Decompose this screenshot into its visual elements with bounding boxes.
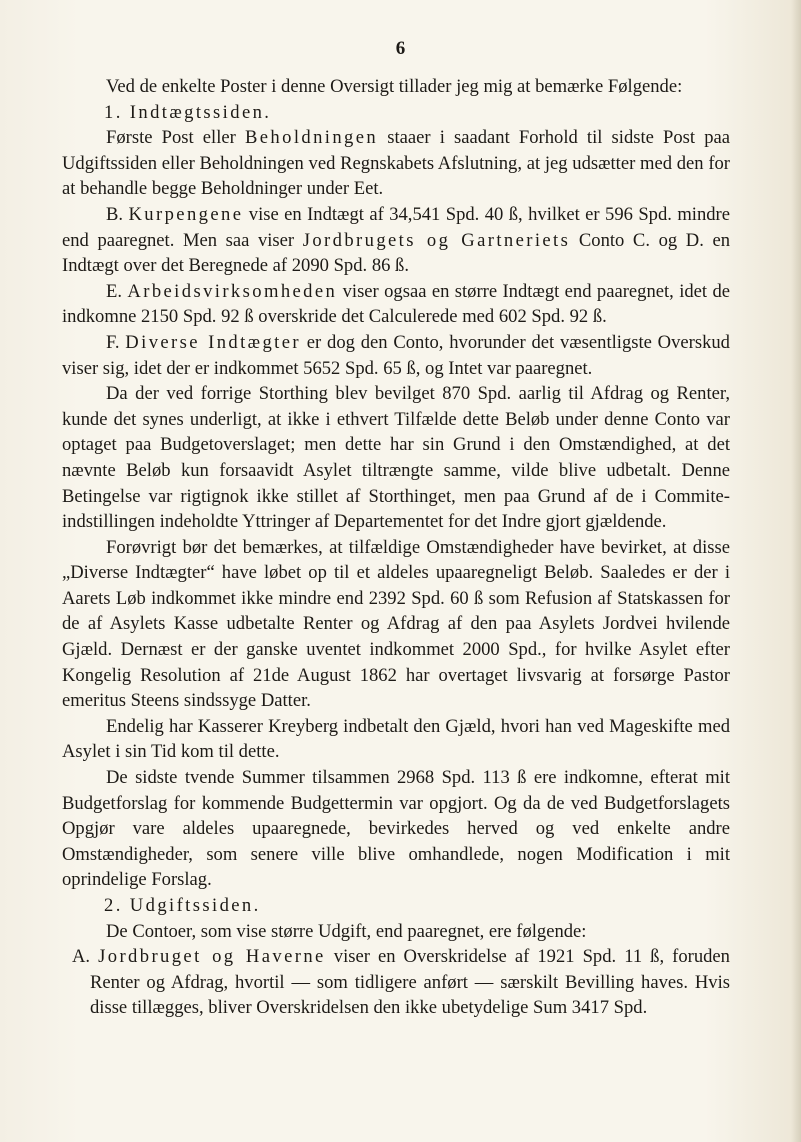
paragraph-beholdningen: Første Post eller Beholdningen staaer i saadant Forhold til sidste Post paa Udgiftssiden eller Beholdningen ved Regnskabets Afslutning, at jeg udsætter med den for at behandle begge Beholdninger under Eet. <box>62 127 730 200</box>
paragraph-contoer: De Contoer, som vise større Udgift, end paaregnet, ere følgende: <box>106 920 587 942</box>
paragraph-summer: De sidste tvende Summer tilsammen 2968 Spd. 113 ß ere indkomne, efterat mit Budgetforslag for kommende Budgettermin var opgjort. Og da de ved Budgetforslagets Opgjør vare aldeles upaaregnede, bevirkedes herved og ved enkelte andre Omstændigheder, som senere ville blive omhandlede, nogen Modification i mit oprindelige Forslag. <box>62 767 730 891</box>
section-heading-expenses: 2. Udgiftssiden. <box>104 895 261 916</box>
paragraph-kurpengene: B. Kurpengene vise en Indtægt af 34,541 Spd. 40 ß, hvilket er 596 Spd. mindre end paaregnet. Men saa viser Jordbrugets og Gartneriets Conto C. og D. en Indtægt over det Beregnede af 2090 Spd. 86 ß. <box>62 203 730 277</box>
page-number: 6 <box>395 38 406 59</box>
page-edge-shadow <box>791 0 801 1142</box>
paragraph-arbeidsvirksomheden: E. Arbeidsvirksomheden viser ogsaa en større Indtægt end paaregnet, idet de indkomne 2150 Spd. 92 ß overskride det Calculerede med 602 Spd. 92 ß. <box>62 280 731 328</box>
paragraph-foroevrigt: Forøvrigt bør det bemærkes, at tilfældige Omstændigheder have bevirket, at disse „Diverse Indtægter“ have løbet op til et aldeles upaaregneligt Beløb. Saaledes er der i Aarets Løb indkommet ikke mindre end 2392 Spd. 60 ß som Refusion af Statskassen for de af Asylets Kasse udbetalte Renter og Afdrag af den paa Asylets Jordvei hvilende Gjæld. Dernæst er der ganske uventet indkommet 2000 Spd., for hvilke Asylet efter Kongelig Resolution af 21de August 1862 har overtaget livsvarig at forsørge Pastor emeritus Steens sindssyge Datter. <box>62 536 730 712</box>
paragraph-jordbruget: A. Jordbruget og Haverne viser en Overskridelse af 1921 Spd. 11 ß, foruden Renter og Afdrag, hvortil — som tidligere anført — særskilt Bevilling haves. Hvis disse tillægges, bliver Overskridelsen den ikke ubetydelige Sum 3417 Spd. <box>72 946 730 1019</box>
paragraph-diverse-indtaegter: F. Diverse Indtægter er dog den Conto, hvorunder det væsentligste Overskud viser sig, idet der er indkommet 5652 Spd. 65 ß, og Intet var paaregnet. <box>62 331 730 379</box>
paragraph-kreyberg: Endelig har Kasserer Kreyberg indbetalt den Gjæld, hvori han ved Mageskifte med Asylet i sin Tid kom til dette. <box>62 715 730 763</box>
paragraph-storthing: Da der ved forrige Storthing blev bevilget 870 Spd. aarlig til Afdrag og Renter, kunde det synes underligt, at ikke i ethvert Tilfælde dette Beløb under denne Conto var optaget paa Budgetoverslaget; men dette har sin Grund i den Omstændighed, at det nævnte Beløb kun forsaavidt Asylet tiltrængte samme, vilde blive udbetalt. Denne Betingelse var rigtignok ikke stillet af Storthinget, men paa Grund af de i Commite-indstillingen indeholdte Yttringer af Departementet for det Indre gjort gjældende. <box>62 383 730 533</box>
body-text <box>62 74 730 1021</box>
section-heading-income: 1. Indtægtssiden. <box>104 101 272 123</box>
paragraph-intro: Ved de enkelte Poster i denne Oversigt tillader jeg mig at bemærke Følgende: <box>106 76 683 97</box>
